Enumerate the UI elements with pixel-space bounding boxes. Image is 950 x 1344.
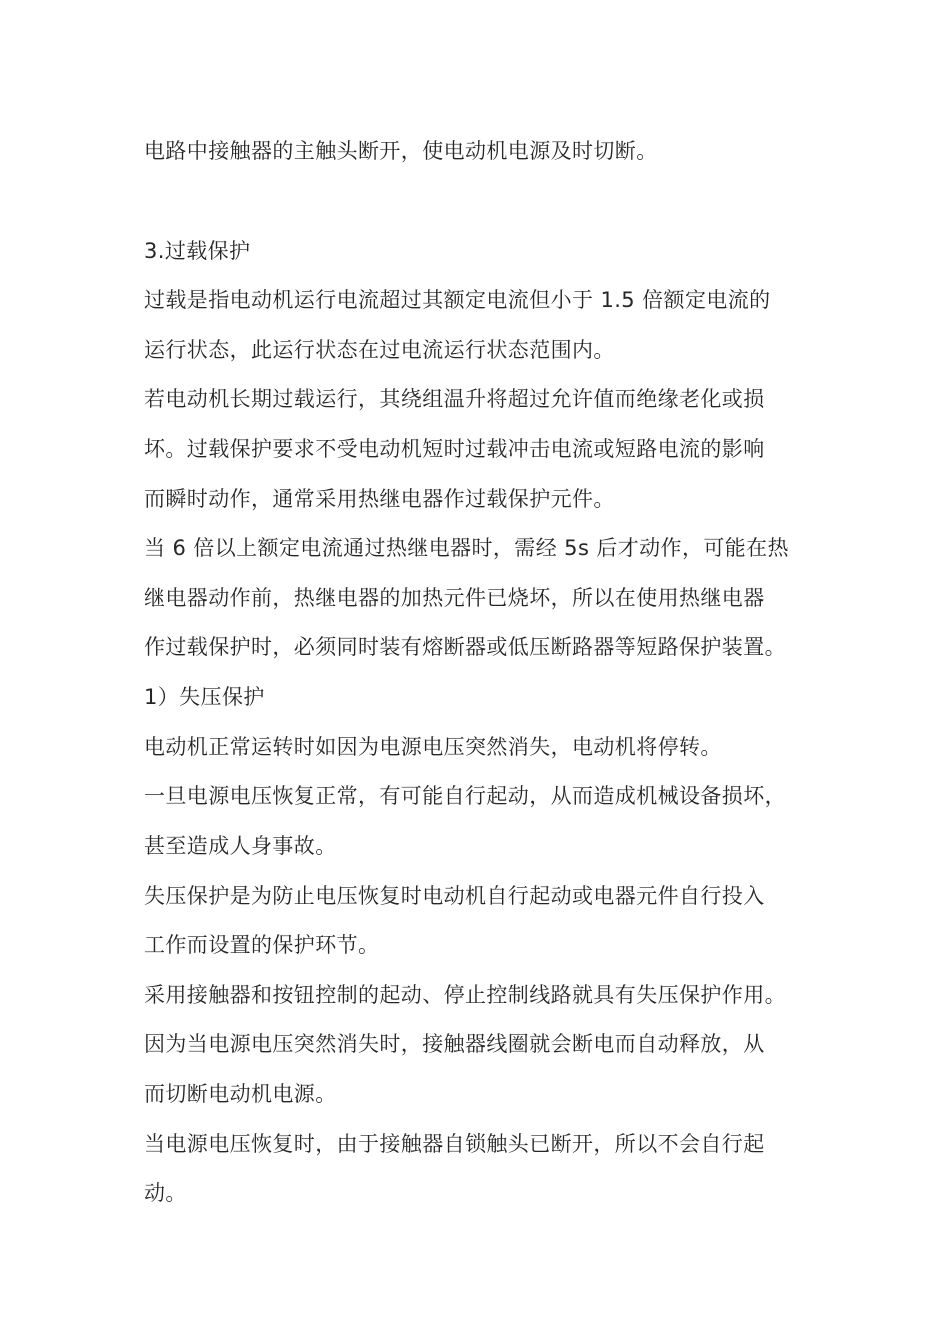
text-line: 当电源电压恢复时，由于接触器自锁触头已断开，所以不会自行起 <box>144 1132 765 1156</box>
text-line: 动。 <box>144 1181 187 1205</box>
text-line: 当 6 倍以上额定电流通过热继电器时，需经 5s 后才动作，可能在热 <box>144 536 789 560</box>
text-line: 甚至造成人身事故。 <box>144 834 337 858</box>
text-line: 失压保护是为防止电压恢复时电动机自行起动或电器元件自行投入 <box>144 884 765 908</box>
text-line: 电路中接触器的主触头断开，使电动机电源及时切断。 <box>144 139 658 163</box>
text-line: 采用接触器和按钮控制的起动、停止控制线路就具有失压保护作用。 <box>144 983 786 1007</box>
text-line: 过载是指电动机运行电流超过其额定电流但小于 1.5 倍额定电流的 <box>144 288 771 312</box>
text-line: 继电器动作前，热继电器的加热元件已烧坏，所以在使用热继电器 <box>144 586 765 610</box>
text-line: 因为当电源电压突然消失时，接触器线圈就会断电而自动释放，从 <box>144 1032 765 1056</box>
text-line: 运行状态，此运行状态在过电流运行状态范围内。 <box>144 338 615 362</box>
text-line: 作过载保护时，必须同时装有熔断器或低压断路器等短路保护装置。 <box>144 635 786 659</box>
text-line: 坏。过载保护要求不受电动机短时过载冲击电流或短路电流的影响 <box>144 437 765 461</box>
text-line: 一旦电源电压恢复正常，有可能自行起动，从而造成机械设备损坏， <box>144 784 786 808</box>
text-line: 电动机正常运转时如因为电源电压突然消失，电动机将停转。 <box>144 735 722 759</box>
text-line: 而瞬时动作，通常采用热继电器作过载保护元件。 <box>144 487 615 511</box>
section-heading: 3.过载保护 <box>144 239 251 263</box>
subsection-heading: 1）失压保护 <box>144 685 265 709</box>
text-line: 而切断电动机电源。 <box>144 1082 337 1106</box>
text-line: 工作而设置的保护环节。 <box>144 933 380 957</box>
text-line: 若电动机长期过载运行，其绕组温升将超过允许值而绝缘老化或损 <box>144 387 765 411</box>
